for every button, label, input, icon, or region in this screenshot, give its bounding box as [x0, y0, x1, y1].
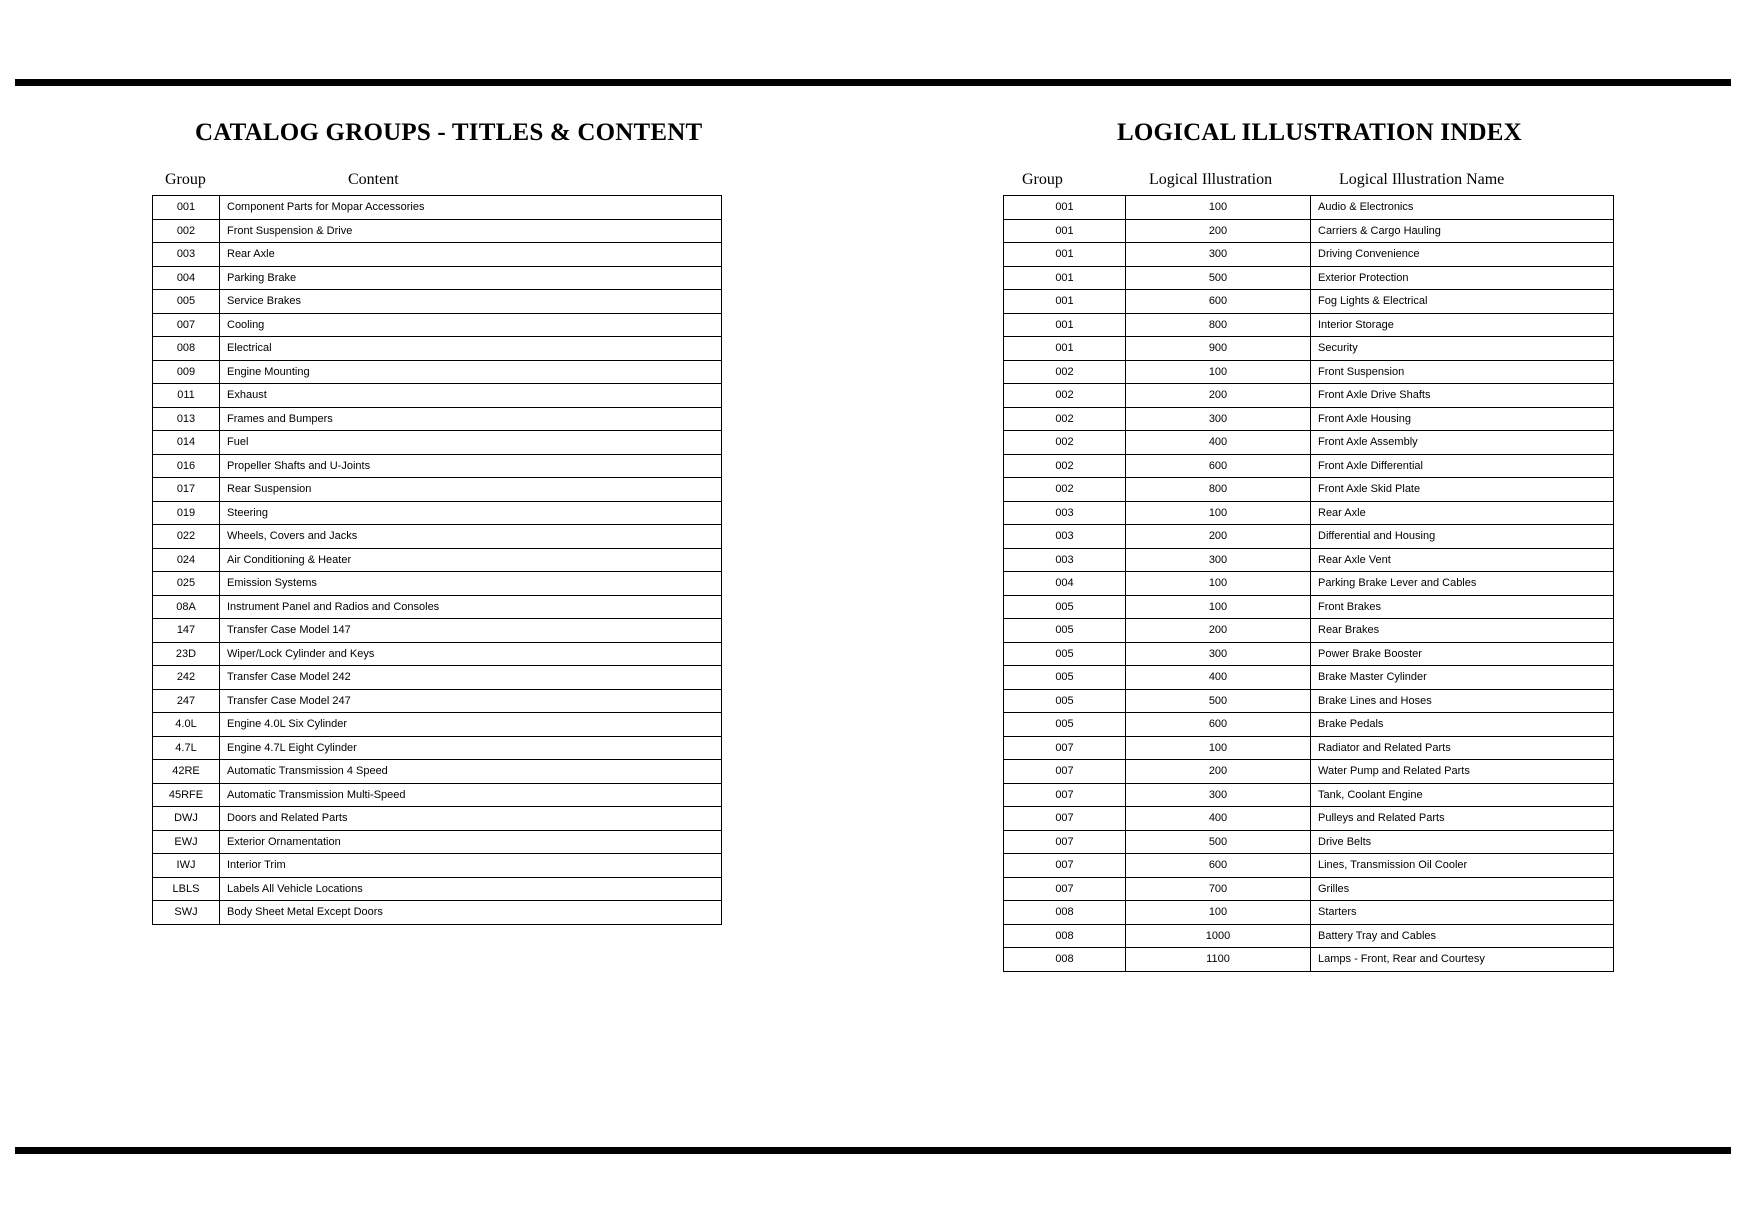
illustration-name: Drive Belts: [1311, 830, 1614, 854]
table-row: [1004, 948, 1614, 972]
illustration-number: 100: [1126, 501, 1311, 525]
illustration-name: Front Axle Drive Shafts: [1311, 384, 1614, 408]
group-code: 247: [153, 689, 220, 713]
index-header-group: Group: [1022, 171, 1063, 188]
table-row: [1004, 760, 1614, 784]
table-row: [153, 548, 722, 572]
group-content: Transfer Case Model 242: [220, 666, 722, 690]
table-row: [1004, 713, 1614, 737]
table-row: [153, 243, 722, 267]
catalog-groups-table: [152, 195, 722, 925]
group-code: 005: [1004, 642, 1126, 666]
illustration-number: 200: [1126, 760, 1311, 784]
illustration-number: 400: [1126, 807, 1311, 831]
table-row: [1004, 360, 1614, 384]
illustration-number: 100: [1126, 360, 1311, 384]
table-row: [153, 619, 722, 643]
table-row: [1004, 196, 1614, 220]
illustration-number: 400: [1126, 666, 1311, 690]
group-code: 005: [1004, 619, 1126, 643]
illustration-name: Starters: [1311, 901, 1614, 925]
illustration-name: Water Pump and Related Parts: [1311, 760, 1614, 784]
group-code: 014: [153, 431, 220, 455]
group-code: EWJ: [153, 830, 220, 854]
group-code: 008: [1004, 924, 1126, 948]
index-header-illustration: Logical Illustration: [1149, 171, 1273, 188]
group-code: 009: [153, 360, 220, 384]
group-code: 001: [1004, 337, 1126, 361]
table-row: [153, 901, 722, 925]
group-code: 011: [153, 384, 220, 408]
group-content: Transfer Case Model 147: [220, 619, 722, 643]
illustration-number: 100: [1126, 901, 1311, 925]
table-row: [1004, 337, 1614, 361]
group-code: 001: [1004, 196, 1126, 220]
group-code: 001: [1004, 313, 1126, 337]
table-row: [1004, 807, 1614, 831]
illustration-number: 100: [1126, 595, 1311, 619]
group-content: Automatic Transmission Multi-Speed: [220, 783, 722, 807]
illustration-number: 200: [1126, 619, 1311, 643]
group-content: Front Suspension & Drive: [220, 219, 722, 243]
table-row: [153, 854, 722, 878]
table-row: [153, 760, 722, 784]
table-row: [1004, 219, 1614, 243]
group-code: 147: [153, 619, 220, 643]
table-row: [153, 525, 722, 549]
group-code: 007: [1004, 807, 1126, 831]
group-code: LBLS: [153, 877, 220, 901]
illustration-name: Front Axle Housing: [1311, 407, 1614, 431]
group-content: Doors and Related Parts: [220, 807, 722, 831]
illustration-name: Rear Axle Vent: [1311, 548, 1614, 572]
table-row: [1004, 313, 1614, 337]
table-row: [1004, 595, 1614, 619]
group-code: 002: [1004, 478, 1126, 502]
group-code: SWJ: [153, 901, 220, 925]
group-content: Wiper/Lock Cylinder and Keys: [220, 642, 722, 666]
illustration-name: Rear Axle: [1311, 501, 1614, 525]
table-row: [1004, 877, 1614, 901]
group-code: 007: [1004, 877, 1126, 901]
table-row: [1004, 736, 1614, 760]
group-code: 007: [1004, 760, 1126, 784]
group-content: Steering: [220, 501, 722, 525]
illustration-number: 600: [1126, 454, 1311, 478]
table-row: [153, 454, 722, 478]
illustration-number: 200: [1126, 219, 1311, 243]
group-code: 242: [153, 666, 220, 690]
bottom-rule: [15, 1147, 1731, 1154]
group-code: 007: [1004, 830, 1126, 854]
illustration-name: Brake Lines and Hoses: [1311, 689, 1614, 713]
illustration-name: Front Brakes: [1311, 595, 1614, 619]
illustration-number: 600: [1126, 854, 1311, 878]
illustration-number: 100: [1126, 196, 1311, 220]
illustration-number: 800: [1126, 313, 1311, 337]
illustration-number: 500: [1126, 830, 1311, 854]
group-code: 005: [1004, 666, 1126, 690]
table-row: [1004, 689, 1614, 713]
illustration-number: 1000: [1126, 924, 1311, 948]
group-code: 013: [153, 407, 220, 431]
illustration-name: Tank, Coolant Engine: [1311, 783, 1614, 807]
illustration-name: Brake Pedals: [1311, 713, 1614, 737]
illustration-name: Fog Lights & Electrical: [1311, 290, 1614, 314]
illustration-name: Carriers & Cargo Hauling: [1311, 219, 1614, 243]
table-row: [153, 313, 722, 337]
illustration-number: 300: [1126, 243, 1311, 267]
table-row: [153, 666, 722, 690]
group-code: 008: [153, 337, 220, 361]
illustration-name: Rear Brakes: [1311, 619, 1614, 643]
illustration-number: 100: [1126, 736, 1311, 760]
group-content: Electrical: [220, 337, 722, 361]
group-content: Engine Mounting: [220, 360, 722, 384]
group-code: 007: [153, 313, 220, 337]
catalog-header-group: Group: [165, 171, 206, 188]
group-code: 005: [1004, 689, 1126, 713]
illustration-name: Lamps - Front, Rear and Courtesy: [1311, 948, 1614, 972]
group-content: Labels All Vehicle Locations: [220, 877, 722, 901]
group-code: 23D: [153, 642, 220, 666]
group-content: Exhaust: [220, 384, 722, 408]
table-row: [153, 689, 722, 713]
illustration-name: Differential and Housing: [1311, 525, 1614, 549]
table-row: [153, 595, 722, 619]
table-row: [1004, 478, 1614, 502]
table-row: [1004, 854, 1614, 878]
group-code: 008: [1004, 901, 1126, 925]
table-row: [153, 830, 722, 854]
group-code: 001: [1004, 219, 1126, 243]
table-row: [1004, 548, 1614, 572]
table-row: [153, 713, 722, 737]
group-code: 002: [1004, 454, 1126, 478]
table-row: [153, 431, 722, 455]
catalog-title: CATALOG GROUPS - TITLES & CONTENT: [195, 119, 703, 146]
group-code: 003: [1004, 525, 1126, 549]
group-content: Fuel: [220, 431, 722, 455]
illustration-number: 500: [1126, 266, 1311, 290]
group-code: 025: [153, 572, 220, 596]
table-row: [1004, 266, 1614, 290]
table-row: [153, 807, 722, 831]
group-content: Engine 4.0L Six Cylinder: [220, 713, 722, 737]
group-code: 007: [1004, 783, 1126, 807]
illustration-number: 300: [1126, 783, 1311, 807]
illustration-name: Front Axle Assembly: [1311, 431, 1614, 455]
illustration-number: 300: [1126, 642, 1311, 666]
group-code: 001: [153, 196, 220, 220]
group-code: 022: [153, 525, 220, 549]
illustration-name: Front Axle Differential: [1311, 454, 1614, 478]
illustration-name: Exterior Protection: [1311, 266, 1614, 290]
group-code: 002: [1004, 360, 1126, 384]
table-row: [1004, 290, 1614, 314]
group-code: 019: [153, 501, 220, 525]
group-content: Wheels, Covers and Jacks: [220, 525, 722, 549]
table-row: [1004, 924, 1614, 948]
group-content: Parking Brake: [220, 266, 722, 290]
table-row: [1004, 901, 1614, 925]
table-row: [1004, 243, 1614, 267]
group-content: Rear Suspension: [220, 478, 722, 502]
group-code: 003: [1004, 548, 1126, 572]
illustration-number: 700: [1126, 877, 1311, 901]
table-row: [1004, 666, 1614, 690]
table-row: [153, 407, 722, 431]
table-row: [1004, 407, 1614, 431]
table-row: [1004, 783, 1614, 807]
table-row: [1004, 642, 1614, 666]
group-content: Emission Systems: [220, 572, 722, 596]
illustration-number: 800: [1126, 478, 1311, 502]
table-row: [153, 572, 722, 596]
group-code: 08A: [153, 595, 220, 619]
illustration-number: 900: [1126, 337, 1311, 361]
group-code: 005: [1004, 713, 1126, 737]
group-code: 004: [153, 266, 220, 290]
group-content: Frames and Bumpers: [220, 407, 722, 431]
table-row: [153, 219, 722, 243]
table-row: [153, 736, 722, 760]
catalog-header-content: Content: [348, 171, 399, 188]
table-row: [1004, 572, 1614, 596]
group-content: Body Sheet Metal Except Doors: [220, 901, 722, 925]
group-code: 008: [1004, 948, 1126, 972]
illustration-name: Audio & Electronics: [1311, 196, 1614, 220]
table-row: [153, 337, 722, 361]
table-row: [1004, 525, 1614, 549]
illustration-number: 1100: [1126, 948, 1311, 972]
illustration-number: 300: [1126, 407, 1311, 431]
group-content: Instrument Panel and Radios and Consoles: [220, 595, 722, 619]
table-row: [1004, 619, 1614, 643]
table-row: [153, 384, 722, 408]
group-code: 002: [153, 219, 220, 243]
group-code: 005: [1004, 595, 1126, 619]
group-code: 003: [1004, 501, 1126, 525]
table-row: [153, 290, 722, 314]
top-rule: [15, 79, 1731, 86]
table-row: [1004, 454, 1614, 478]
table-row: [153, 196, 722, 220]
illustration-number: 400: [1126, 431, 1311, 455]
table-row: [1004, 501, 1614, 525]
group-content: Rear Axle: [220, 243, 722, 267]
illustration-name: Front Axle Skid Plate: [1311, 478, 1614, 502]
group-code: 007: [1004, 736, 1126, 760]
group-content: Interior Trim: [220, 854, 722, 878]
group-code: 005: [153, 290, 220, 314]
illustration-name: Driving Convenience: [1311, 243, 1614, 267]
table-row: [1004, 431, 1614, 455]
illustration-number: 600: [1126, 713, 1311, 737]
group-content: Engine 4.7L Eight Cylinder: [220, 736, 722, 760]
index-header-name: Logical Illustration Name: [1339, 171, 1505, 188]
illustration-number: 300: [1126, 548, 1311, 572]
illustration-name: Power Brake Booster: [1311, 642, 1614, 666]
logical-illustration-table: [1003, 195, 1614, 972]
group-content: Automatic Transmission 4 Speed: [220, 760, 722, 784]
table-row: [153, 501, 722, 525]
table-row: [153, 266, 722, 290]
illustration-number: 600: [1126, 290, 1311, 314]
table-row: [153, 877, 722, 901]
illustration-name: Brake Master Cylinder: [1311, 666, 1614, 690]
illustration-name: Pulleys and Related Parts: [1311, 807, 1614, 831]
group-code: DWJ: [153, 807, 220, 831]
index-title: LOGICAL ILLUSTRATION INDEX: [1117, 119, 1522, 146]
group-code: 004: [1004, 572, 1126, 596]
table-row: [1004, 830, 1614, 854]
table-row: [153, 783, 722, 807]
group-code: 016: [153, 454, 220, 478]
group-code: IWJ: [153, 854, 220, 878]
group-content: Transfer Case Model 247: [220, 689, 722, 713]
group-content: Service Brakes: [220, 290, 722, 314]
table-row: [153, 478, 722, 502]
illustration-number: 200: [1126, 384, 1311, 408]
group-code: 42RE: [153, 760, 220, 784]
table-row: [153, 642, 722, 666]
illustration-name: Radiator and Related Parts: [1311, 736, 1614, 760]
group-code: 024: [153, 548, 220, 572]
illustration-name: Interior Storage: [1311, 313, 1614, 337]
group-code: 003: [153, 243, 220, 267]
illustration-number: 500: [1126, 689, 1311, 713]
group-content: Cooling: [220, 313, 722, 337]
group-code: 4.0L: [153, 713, 220, 737]
illustration-name: Security: [1311, 337, 1614, 361]
illustration-name: Parking Brake Lever and Cables: [1311, 572, 1614, 596]
group-code: 002: [1004, 407, 1126, 431]
group-code: 45RFE: [153, 783, 220, 807]
group-content: Propeller Shafts and U-Joints: [220, 454, 722, 478]
table-row: [1004, 384, 1614, 408]
group-content: Air Conditioning & Heater: [220, 548, 722, 572]
illustration-name: Battery Tray and Cables: [1311, 924, 1614, 948]
group-code: 001: [1004, 243, 1126, 267]
illustration-number: 100: [1126, 572, 1311, 596]
group-code: 002: [1004, 384, 1126, 408]
group-code: 4.7L: [153, 736, 220, 760]
group-code: 007: [1004, 854, 1126, 878]
group-code: 001: [1004, 266, 1126, 290]
group-content: Component Parts for Mopar Accessories: [220, 196, 722, 220]
illustration-name: Lines, Transmission Oil Cooler: [1311, 854, 1614, 878]
group-code: 002: [1004, 431, 1126, 455]
group-content: Exterior Ornamentation: [220, 830, 722, 854]
table-row: [153, 360, 722, 384]
illustration-name: Front Suspension: [1311, 360, 1614, 384]
group-code: 001: [1004, 290, 1126, 314]
illustration-name: Grilles: [1311, 877, 1614, 901]
illustration-number: 200: [1126, 525, 1311, 549]
group-code: 017: [153, 478, 220, 502]
